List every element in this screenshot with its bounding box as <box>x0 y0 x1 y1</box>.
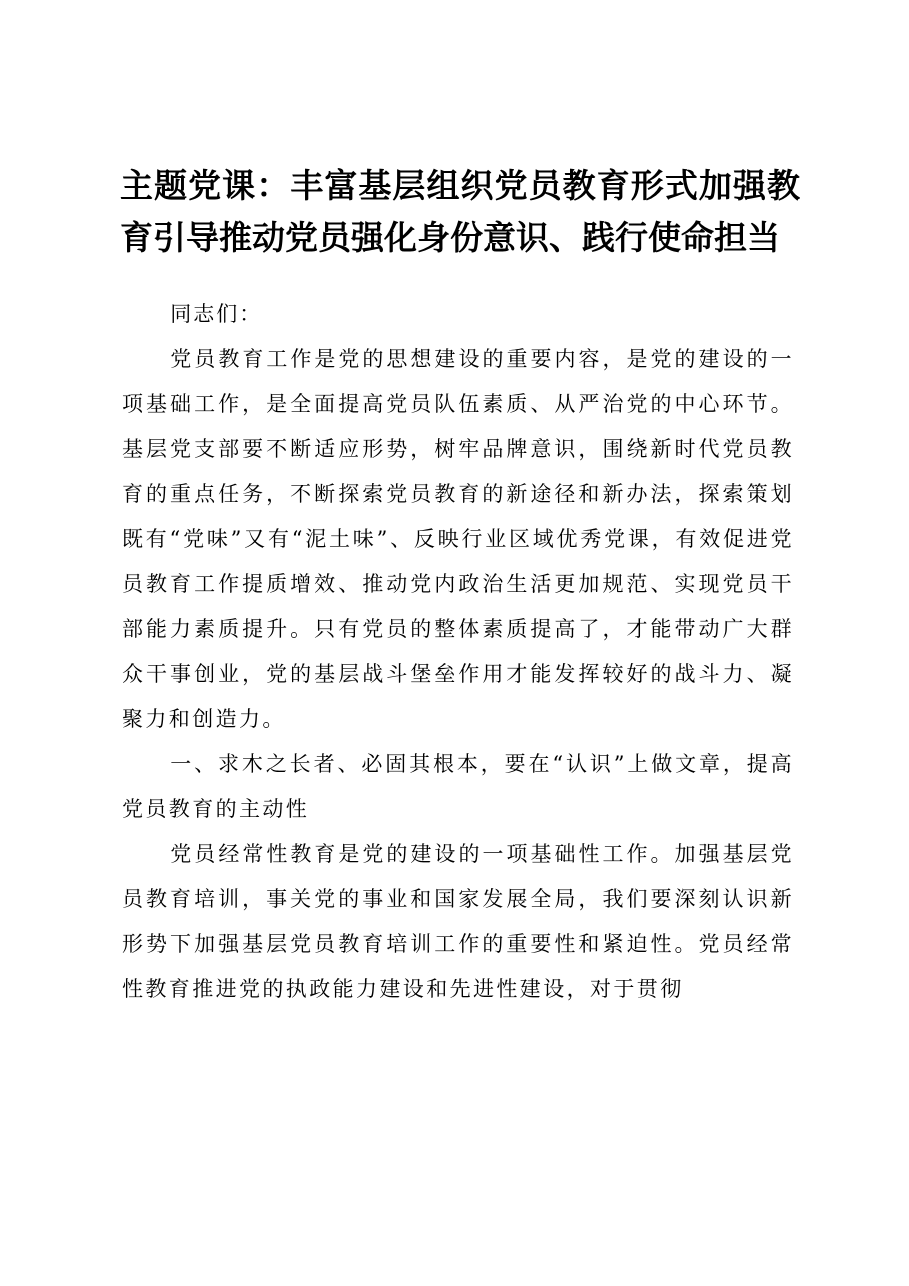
body-paragraph: 党员经常性教育是党的建设的一项基础性工作。加强基层党员教育培训，事关党的事业和国家发展全局，我们要深刻认识新形势下加强基层党员教育培训工作的重要性和紧迫性。党员经常性教育推进党的执政能力建设和先进性建设，对于贯彻 <box>122 842 794 1001</box>
greeting-paragraph: 同志们： <box>170 302 263 326</box>
document-body <box>122 292 794 1012</box>
section-heading-paragraph: 一、求木之长者、必固其根本，要在“认识”上做文章，提高党员教育的主动性 <box>122 752 794 821</box>
body-paragraph: 党员教育工作是党的思想建设的重要内容，是党的建设的一项基础工作，是全面提高党员队伍素质、从严治党的中心环节。基层党支部要不断适应形势，树牢品牌意识，围绕新时代党员教育的重点任务，不断探索党员教育的新途径和新办法，探索策划既有“党味”又有“泥土味”、反映行业区域优秀党课，有效促进党员教育工作提质增效、推动党内政治生活更加规范、实现党员干部能力素质提升。只有党员的整体素质提高了，才能带动广大群众干事创业，党的基层战斗堡垒作用才能发挥较好的战斗力、凝聚力和创造力。 <box>122 347 794 731</box>
document-title: 主题党课：丰富基层组织党员教育形式加强教育引导推动党员强化身份意识、践行使命担当 <box>120 166 800 257</box>
